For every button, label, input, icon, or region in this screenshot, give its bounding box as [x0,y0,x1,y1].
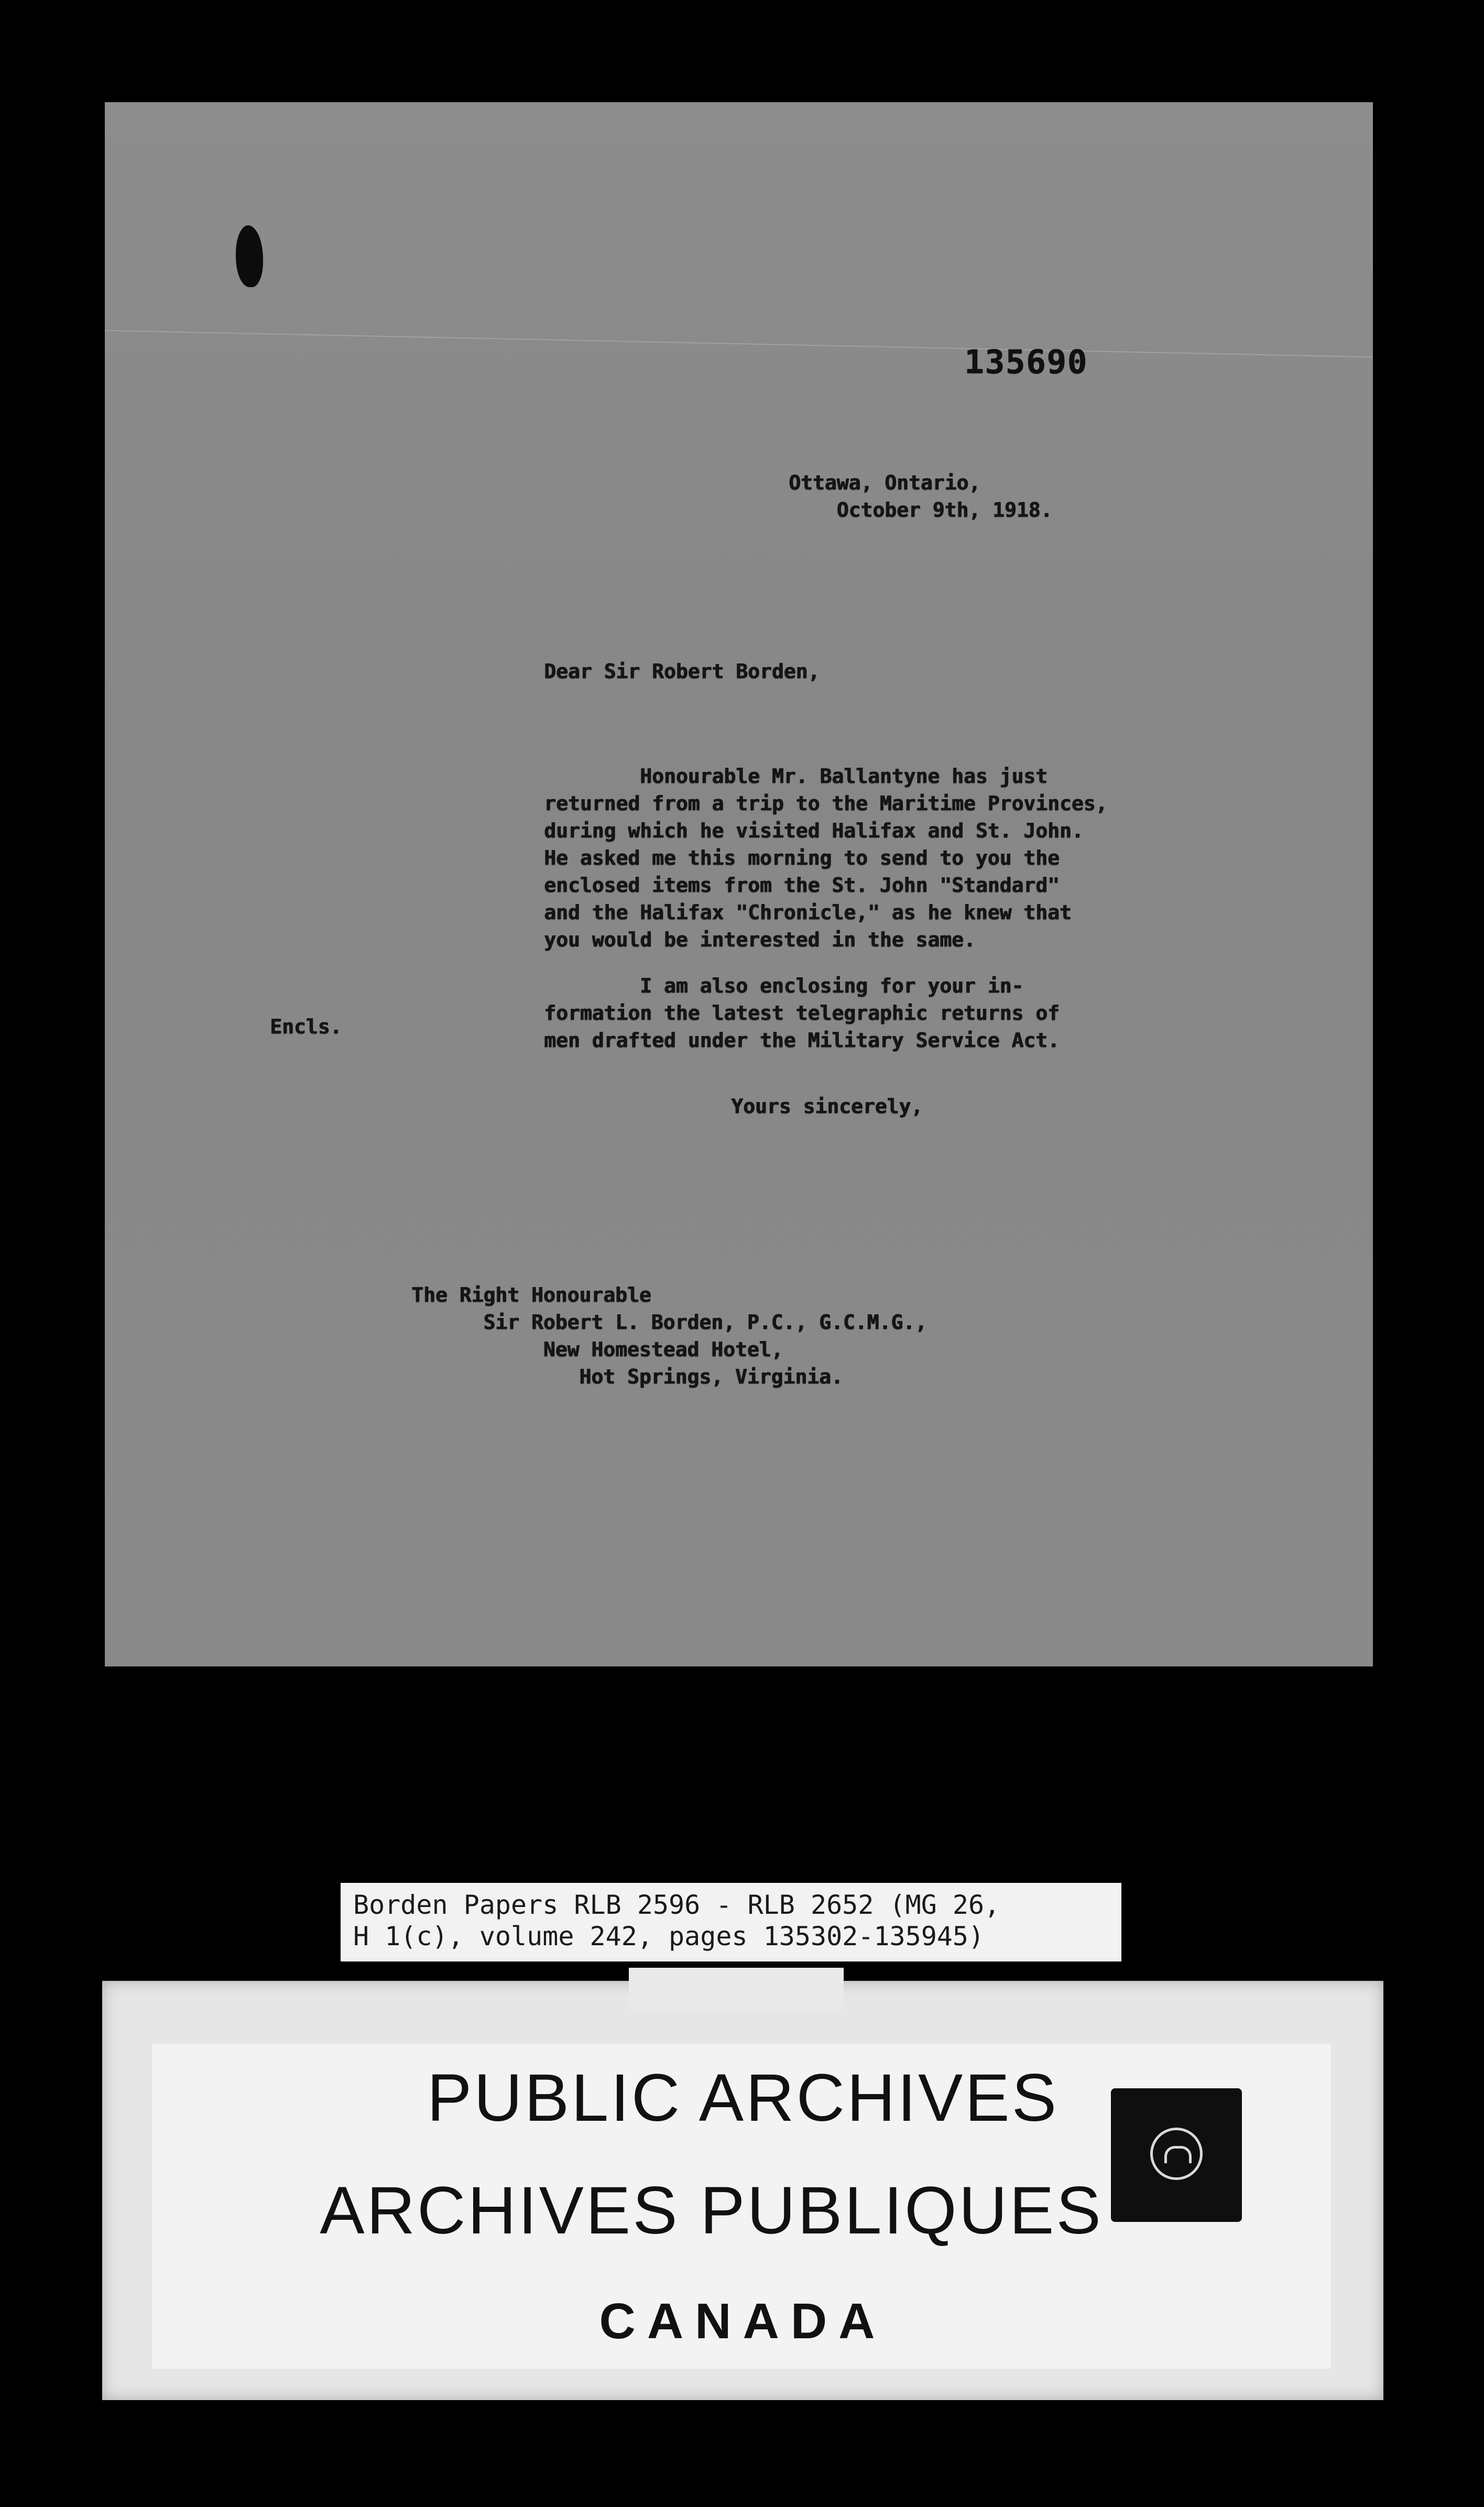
seal-icon [1150,2128,1203,2180]
letter-date: Ottawa, Ontario, October 9th, 1918. [789,471,1053,521]
addressee-block: The Right Honourable Sir Robert L. Borden, P.C., G.C.M.G., New Homestead Hotel, Hot Springs, Virginia. [411,1283,927,1388]
card-country: CANADA [599,2293,887,2349]
closing: Yours sincerely, [731,1095,923,1118]
salutation: Dear Sir Robert Borden, [544,660,820,683]
punch-hole [236,225,263,287]
fold-line [105,330,1373,358]
archives-seal [1111,2088,1242,2222]
card-tab [629,1968,844,2010]
paragraph-1: Honourable Mr. Ballantyne has just returned from a trip to the Maritime Provinces, during which he visited Halifax and St. John. He asked me this morning to send to you the enclosed items from the St. John "Standard" and the Halifax "Chronicle," as he knew that you would be interested in the same. [544,765,1108,951]
stamp-number: 135690 [964,343,1088,381]
letter-page [105,102,1373,1666]
archive-reference-label [341,1883,1121,1961]
enclosures-note: Encls. [270,1015,342,1038]
paragraph-2: I am also enclosing for your in- formation the latest telegraphic returns of men drafted under the Military Service Act. [544,974,1060,1052]
card-title-english: PUBLIC ARCHIVES [427,2061,1059,2135]
card-title-french: ARCHIVES PUBLIQUES [320,2173,1103,2248]
archive-reference-text: Borden Papers RLB 2596 - RLB 2652 (MG 26, H 1(c), volume 242, pages 135302-135945) [353,1890,1000,1952]
